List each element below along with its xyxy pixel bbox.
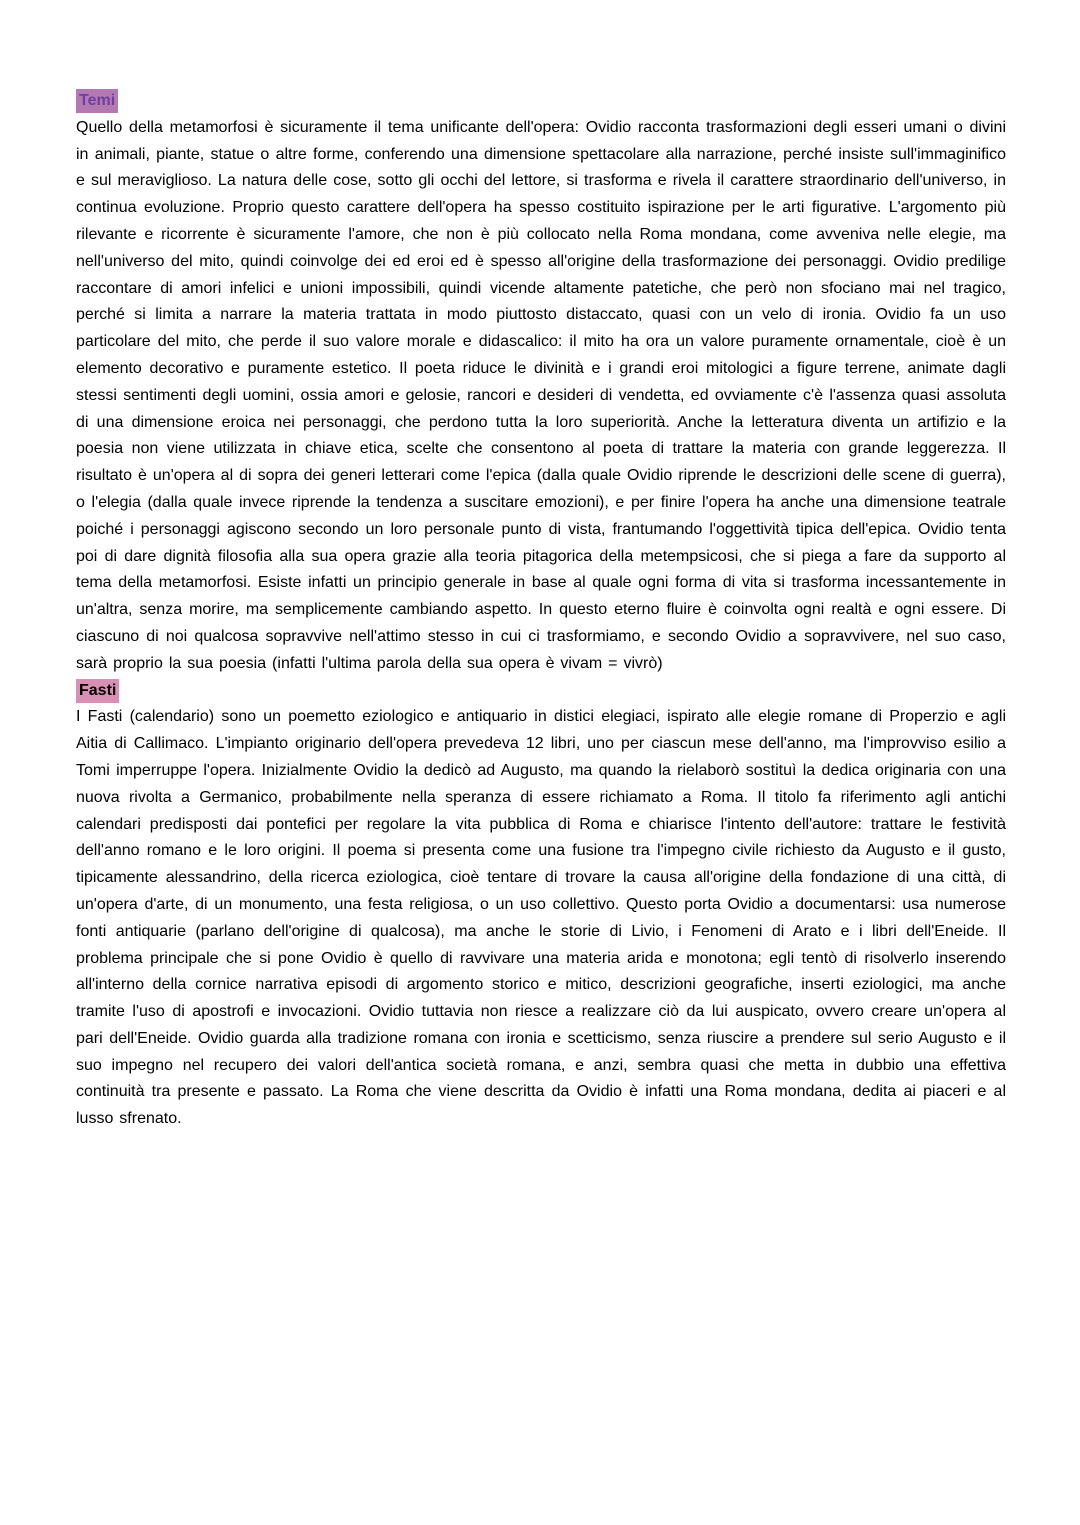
section-heading-row-fasti (76, 678, 1006, 705)
paragraph-temi: Quello della metamorfosi è sicuramente il tema unificante dell'opera: Ovidio racconta trasformazioni degli esseri umani o divini in animali, piante, statue o altre forme, conferendo una dimensione spettacolare alla narrazione, perché insiste sull'immaginifico e sul meraviglioso. La natura delle cose, sotto gli occhi del lettore, si trasforma e rivela il carattere straordinario dell'universo, in continua evoluzione. Proprio questo carattere dell'opera ha spesso costituito ispirazione per le arti figurative. L'argomento più rilevante e ricorrente è sicuramente l'amore, che non è più collocato nella Roma mondana, come avveniva nelle elegie, ma nell'universo del mito, quindi coinvolge dei ed eroi ed è spesso all'origine della trasformazione dei personaggi. Ovidio predilige raccontare di amori infelici e unioni impossibili, quindi vicende altamente patetiche, che però non sfociano mai nel tragico, perché si limita a narrare la materia trattata in modo piuttosto distaccato, quasi con un velo di ironia. Ovidio fa un uso particolare del mito, che perde il suo valore morale e didascalico: il mito ha ora un valore puramente ornamentale, cioè è un elemento decorativo e puramente estetico. Il poeta riduce le divinità e i grandi eroi mitologici a figure terrene, animate dagli stessi sentimenti degli uomini, ossia amori e gelosie, rancori e desideri di vendetta, ed ovviamente c'è l'assenza quasi assoluta di una dimensione eroica nei personaggi, che perdono tutta la loro superiorità. Anche la letteratura diventa un artifizio e la poesia non viene utilizzata in chiave etica, scelte che consentono al poeta di trattare la materia con grande leggerezza. Il risultato è un'opera al di sopra dei generi letterari come l'epica (dalla quale Ovidio riprende le descrizioni delle scene di guerra), o l'elegia (dalla quale invece riprende la tendenza a suscitare emozioni), e per finire l'opera ha anche una dimensione teatrale poiché i personaggi agiscono secondo un loro personale punto di vista, frantumando l'oggettività tipica dell'epica. Ovidio tenta poi di dare dignità filosofia alla sua opera grazie alla teoria pitagorica della metempsicosi, che si piega a fare da supporto al tema della metamorfosi. Esiste infatti un principio generale in base al quale ogni forma di vita si trasforma incessantemente in un'altra, senza morire, ma semplicemente cambiando aspetto. In questo eterno fluire è coinvolta ogni realtà e ogni essere. Di ciascuno di noi qualcosa sopravvive nell'attimo stesso in cui ci trasformiamo, e secondo Ovidio a sopravvivere, nel suo caso, sarà proprio la sua poesia (infatti l'ultima parola della sua opera è vivam = vivrò) (76, 118, 1006, 672)
section-heading-row-temi (76, 88, 1006, 115)
section-temi (76, 88, 1006, 678)
section-fasti (76, 678, 1006, 1134)
section-heading-temi: Temi (76, 89, 118, 113)
section-heading-fasti: Fasti (76, 679, 119, 703)
paragraph-fasti: I Fasti (calendario) sono un poemetto eziologico e antiquario in distici elegiaci, ispirato alle elegie romane di Properzio e agli Aitia di Callimaco. L'impianto originario dell'opera prevedeva 12 libri, uno per ciascun mese dell'anno, ma l'improvviso esilio a Tomi imperruppe l'opera. Inizialmente Ovidio la dedicò ad Augusto, ma quando la rielaborò sostituì la dedica originaria con una nuova rivolta a Germanico, probabilmente nella speranza di essere richiamato a Roma. Il titolo fa riferimento agli antichi calendari predisposti dai pontefici per regolare la vita pubblica di Roma e chiarisce l'intento dell'autore: trattare le festività dell'anno romano e le loro origini. Il poema si presenta come una fusione tra l'impegno civile richiesto da Augusto e il gusto, tipicamente alessandrino, della ricerca eziologica, cioè tentare di trovare la causa all'origine della fondazione di una città, di un'opera d'arte, di un monumento, una festa religiosa, o un uso collettivo. Questo porta Ovidio a documentarsi: usa numerose fonti antiquarie (parlano dell'origine di qualcosa), ma anche le storie di Livio, i Fenomeni di Arato e i libri dell'Eneide. Il problema principale che si pone Ovidio è quello di ravvivare una materia arida e monotona; egli tentò di risolverlo inserendo all'interno della cornice narrativa episodi di argomento storico e mitico, descrizioni geografiche, inserti eziologici, ma anche tramite l'uso di apostrofi e invocazioni. Ovidio tuttavia non riesce a realizzare ciò da lui auspicato, ovvero creare un'opera al pari dell'Eneide. Ovidio guarda alla tradizione romana con ironia e scetticismo, senza riuscire a prendere sul serio Augusto e il suo impegno nel recupero dei valori dell'antica società romana, e anzi, sembra quasi che metta in dubbio una effettiva continuità tra presente e passato. La Roma che viene descritta da Ovidio è infatti una Roma mondana, dedita ai piaceri e al lusso sfrenato. (76, 708, 1006, 1128)
